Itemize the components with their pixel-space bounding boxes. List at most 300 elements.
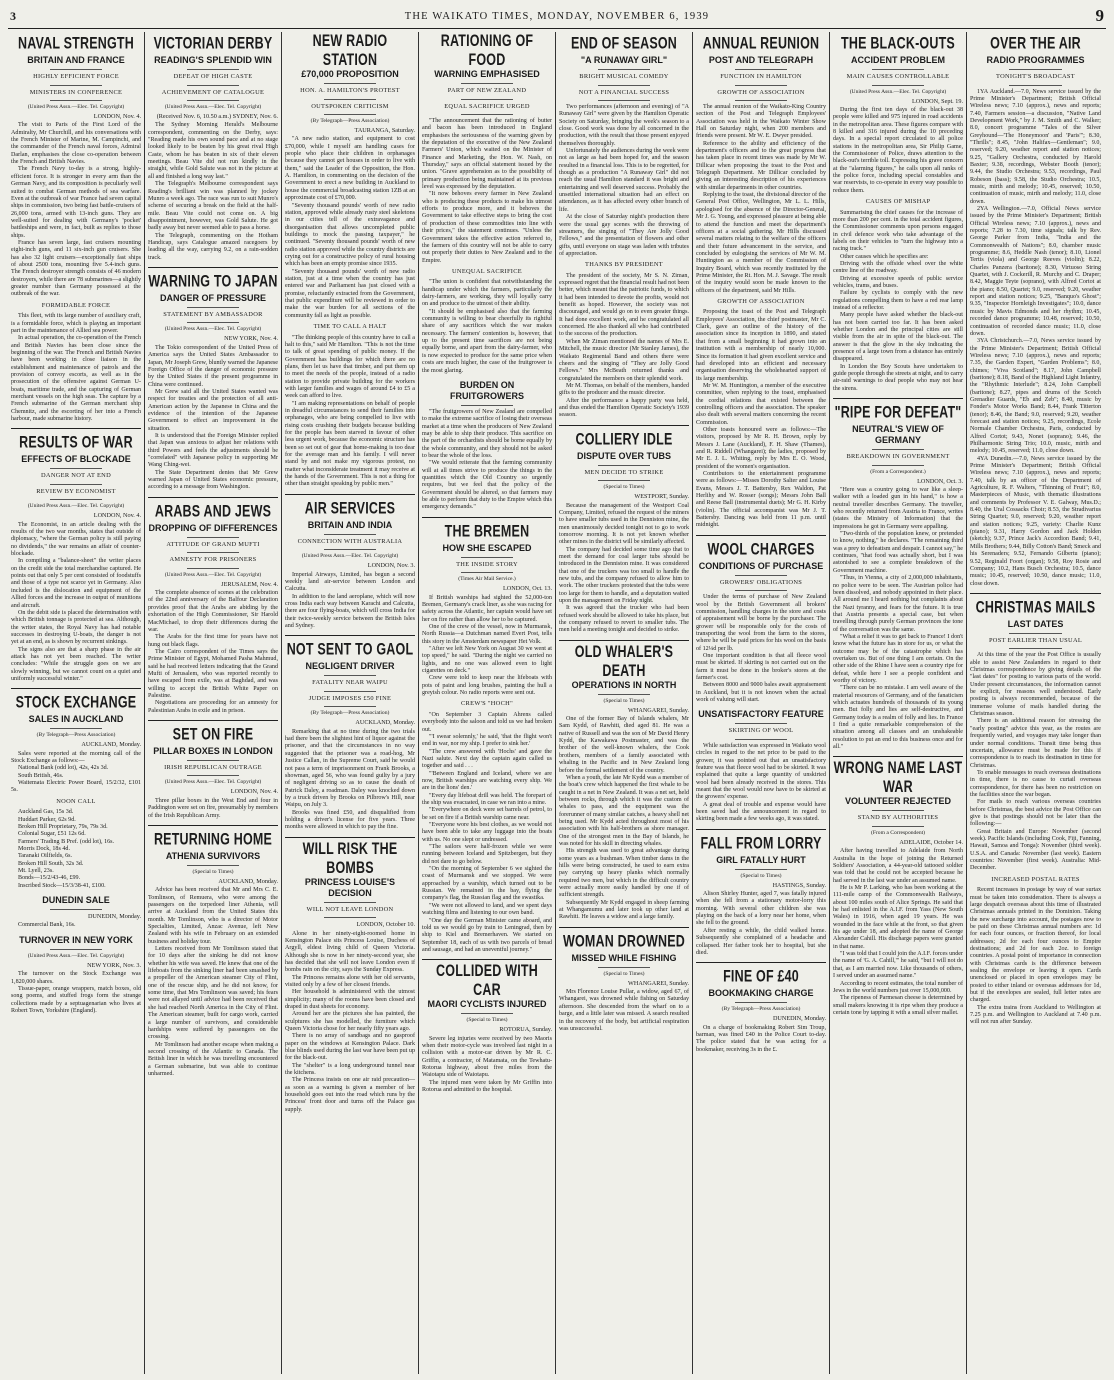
- subhead-rule: [872, 465, 924, 466]
- subhead-rule: [598, 480, 650, 481]
- article-headline: OVER THE AIR: [990, 33, 1081, 53]
- article: [11, 895, 141, 930]
- article-dateline: NEW YORK, Nov. 3.: [87, 961, 141, 969]
- subhead-rule: [735, 69, 787, 70]
- article-subhead: DEFEAT OF HIGH CASTE: [173, 73, 253, 80]
- article-paragraph: To enable messages to reach overseas destinations in time, there is no cause to curtail overseas correspondence, for there has been no restriction on the facilities since the war began.: [970, 769, 1101, 798]
- subhead-rule: [735, 723, 787, 724]
- article-paragraph: The president of the society, Mr S. N. Ziman, expressed regret that the financial result had not been better, which meant that the patriotic funds, to which it had been intended to devote the profits, would not benefit as hoped. However, the society was not discouraged, and would go on to even greater things. It had done excellent work, and he congratulated all concerned. He also thanked all who had contributed to the success of the production.: [559, 272, 689, 338]
- subhead-rule: [187, 552, 239, 553]
- column-2: [145, 32, 282, 1374]
- article-dateline: AUCKLAND, Monday.: [218, 877, 278, 885]
- article-dateline: JERUSALEM, Nov. 4.: [221, 580, 278, 588]
- article-paragraph: The Telegraph's Melbourne correspondent says Reading's brilliant win was planned by jockey Munro a week ago. The race was run to suit Munro's scheme of securing a break on the field at the half-mile. Beau Vite could not come on. A big disappointment, however, was Gold Salute. He got badly away but never seemed able to pass a horse.: [148, 181, 278, 232]
- subhead-rule: [50, 949, 102, 950]
- article-paragraph: Bonds—15/2/43-46, £99.: [18, 875, 81, 882]
- article-subhead: DANGER OF PRESSURE: [159, 292, 266, 303]
- article-paragraph: The "shelter" is a long underground tunnel near the kitchens.: [285, 1062, 415, 1077]
- article-paragraph: National Bank (odd lot), 42s, 42s 3d.: [18, 765, 109, 772]
- article-headline: WOMAN DROWNED: [562, 931, 686, 951]
- article-paragraph: "The fruitgrowers of New Zealand are compelled to make the extreme sacrifice of losing their overseas market at a time when the producers of New Zealand may be able to ship their produce. This sacrifice on the part of the orchardists should be borne equally by the whole community, and they should not be asked to bear the whole of the loss.: [422, 408, 552, 459]
- article-paragraph: The extra trains from Auckland to Wellington at 7.25 p.m. and Wellington to Auckland at 7.40 p.m. will not run after Sunday.: [970, 1004, 1101, 1026]
- article: [285, 635, 415, 831]
- subhead-rule: [735, 575, 787, 576]
- masthead: [8, 6, 1106, 29]
- article-dateline: WESTPORT, Sunday.: [634, 493, 689, 501]
- article-divider: [148, 267, 278, 268]
- article: [970, 593, 1101, 1027]
- article-headline: ANNUAL REUNION: [702, 33, 820, 53]
- article-paragraph: Imperial Airways, Limited, has begun a second weekly land air-service between London and Calcutta.: [285, 571, 415, 593]
- article-dateline: LONDON, Nov. 4.: [93, 113, 141, 120]
- article: [833, 34, 963, 393]
- article-headline: COLLIDED WITH CAR: [436, 961, 538, 1000]
- article-paragraph: While satisfaction was expressed in Waikato wool circles in regard to the net price to be paid to the grower, it was pointed out that an unsatisfactory feature was that fleece wool had to be skirted. It was explained that quite a large quantity of unskirted wool had been already received in the stores. This meant that the wool would now have to be skirted at the growers' expense.: [696, 742, 826, 801]
- article-paragraph: South British, 46s.: [18, 772, 64, 779]
- article-paragraph: On the debit side is placed the determination with which British tonnage is protected at sea. Although, the writer states, the Royal Navy has had notable successes in destroying U-boats, the danger is not yet at an end, as is shown by recurrent sinkings.: [11, 609, 141, 646]
- article-paragraph: The Telegraph, commenting on the Hotham Handicap, says Catalogue amazed racegoers by leading all the way, carrying 9.2, on a rain-sodden track.: [148, 232, 278, 261]
- article-paragraph: Colonial Sugar, £51 12s 6d.: [18, 831, 86, 838]
- article-paragraph: The company had decided some time ago that to meet the demand for coal larger tubs should be introduced in the Denniston mine. It was considered that one of the truckers was too small to handle the new tubs, and the company refused to allow him to work. The other truckers protested that the tubs were too large for them to handle, and a deputation waited upon the management on Friday night.: [559, 546, 689, 604]
- article-headline: RETURNING HOME: [153, 829, 273, 849]
- article-subhead: EQUAL SACRIFICE URGED: [444, 102, 530, 110]
- article-subhead: BREAKDOWN IN GOVERNMENT: [846, 453, 950, 461]
- article-paragraph: Letters received from Mr Tomlinson stated that for 10 days after the sinking he did not know whether his wife was saved. He knew that one of the lifeboats from the sinking liner had been smashed by a propeller of the American steamer City of Flint, one of the rescue ship, and he did not know, for some time, that Mrs Tomlinson was saved; his fears were not allayed until advice had been received that she had reached North America in the City of Flint. The American steamer, built for cargo work, carried a large number of survivors, and considerable hardships were suffered by passengers on the crossing.: [148, 946, 278, 1041]
- article-divider: [148, 497, 278, 498]
- article-paragraph: Mr M. Thomas, on behalf of the members, handed gifts to the producer and the music director.: [559, 382, 689, 397]
- article-subhead: ATHENIA SURVIVORS: [165, 850, 261, 861]
- article-subhead: SALES IN AUCKLAND: [28, 714, 124, 725]
- article-paragraph: 1YA Auckland.—7.0, News service issued by the Prime Minister's Department; British Official Wireless news; 7.10 (approx.), news and reports; 7.40, Farmers session—a discussion, "Native Land Development Work," by J. M. Smith and C. Walker; 8.0, concert programme "Tales of the Silver Greyhound—'The Honeymoon' and 'Paris'"; 8.30, "Thrills"; 8.45, "John Halifax—Gentleman"; 9.0, reserved; 9.20, weather report and station notices; 9.25, "Gallery Orchestra, conducted by Harold Baxter; 9.38, recordings, Webster Booth (tenor); 9.44, the Studio Orchestra; 9.53, recordings, Paul Robeson (bass); 9.58, the Studio Orchestra; 10.5, music, mirth and melody; 10.45, reserved; 10.50, continuation of music, mirth and melody; 11.0, close down.: [970, 88, 1101, 205]
- article-paragraph: Her household is administered with the utmost simplicity; many of the rooms have been closed and draped in dust sheets for economy.: [285, 989, 415, 1010]
- subhead-rule: [324, 902, 376, 903]
- article-dateline: NEW YORK, Nov. 4.: [224, 335, 278, 343]
- article-paragraph: The Economist, in an article dealing with the results of the two war months, states that outside of diplomacy, "where the German policy is still paying no dividends," the war remains an affair of counter-blockade.: [11, 521, 141, 558]
- article-subhead: ATTITUDE OF GRAND MUFTI: [166, 540, 260, 548]
- article-paragraph: "We were not allowed to land, and we spent days watching films and listening to our own band.: [422, 902, 552, 917]
- article-paragraph: Taranaki Oilfields, 6s.: [18, 853, 73, 860]
- article-source: (Special to Times): [603, 484, 645, 491]
- article-paragraph: It was agreed that the trucker who had been refused work should be allowed to take his place, but the company refused to revert to smaller tubs. The men held a meeting tonight and decided to strike.: [559, 605, 689, 634]
- article-paragraph: The signs also are that a sharp phase in the air attack has not yet been reached. The writer concludes: "While the struggle goes on we are slowly winning, but we cannot count on a quiet and uniformly successful winter.": [11, 646, 141, 682]
- article-subhead: SKIRTING OF WOOL: [728, 727, 794, 735]
- article-headline: RESULTS OF WAR: [19, 432, 133, 452]
- subhead-rule: [598, 85, 650, 86]
- article-source: (Special to Times): [192, 868, 234, 875]
- article: [970, 34, 1101, 588]
- article-subhead: UNSATISFACTORY FEATURE: [698, 709, 824, 720]
- article-paragraph: Driving with the offside wheel over the white centre line of the roadway.: [833, 260, 963, 275]
- article-paragraph: "The sailors were half-frozen while we were running between Iceland and Spitzbergen, but they did not dare to go below.: [422, 844, 552, 865]
- article: [422, 959, 552, 1094]
- article-headline: WILL RISK THE BOMBS: [302, 838, 398, 877]
- subhead-rule: [50, 468, 102, 469]
- article: [696, 962, 826, 1054]
- article-subhead: NEUTRAL'S VIEW OF GERMANY: [852, 424, 944, 446]
- article-paragraph: Remarking that at no time during the two trials had there been the slightest hint of liquor against the prisoner, and that the circumstances in no way suggested that the prisoner was a road-hog, Mr Justice Callan, in the Supreme Court, said he would not pass a term of imprisonment on Frank Brooks, a showman, aged 56, who was found guilty by a jury of negligent driving so as to cause the death of Patrick Daley, a roadman. Daley was knocked down by a truck driven by Brooks on Pilbrow's Hill, near Waipu, on July 3.: [285, 728, 415, 809]
- subhead-rule: [324, 706, 376, 707]
- subhead-rule: [50, 728, 102, 729]
- article-paragraph: The State Department denies that Mr Grew warned Japan of United States economic pressure, according to a message from Washington.: [148, 469, 278, 491]
- article-source: (By Telegraph—Press Association): [721, 1006, 801, 1013]
- article-subhead: VOLUNTEER REJECTED: [844, 796, 951, 807]
- subhead-rule: [735, 869, 787, 870]
- subhead-rule: [735, 590, 787, 591]
- article-headline: COLLIERY IDLE: [575, 429, 673, 449]
- article-paragraph: In London the Boy Scouts have undertaken to guide people through the streets at night, and to carry air-raid warnings to deaf people who may not hear the sirens.: [833, 363, 963, 392]
- article-source: (By Telegraph—Press Association): [310, 710, 390, 717]
- article-dateline: WHANGAREI, Sunday.: [628, 706, 689, 714]
- article-divider: [285, 494, 415, 495]
- article-subhead: BOOKMAKING CHARGE: [708, 988, 814, 999]
- article-subhead: GROWTH OF ASSOCIATION: [717, 88, 805, 96]
- article-dateline: LONDON, Nov. 4.: [230, 788, 278, 796]
- article-paragraph: Broken Hill South, 32s 3d.: [18, 860, 84, 867]
- subhead-rule: [187, 865, 239, 866]
- article-subhead: DROPPING OF DIFFERENCES: [148, 522, 278, 533]
- article: [148, 720, 278, 820]
- subhead-rule: [461, 83, 513, 84]
- article-paragraph: There is an additional reason for stressing the "early posting" advice this year, as the routes are frequently varied, and voyages may take longer than under normal conditions. Transit time being thus uncertain, allowance must be made for this if correspondence is to reach its destination in time for Christmas.: [970, 718, 1101, 769]
- article-subhead: ACCIDENT PROBLEM: [851, 55, 945, 65]
- article-paragraph: 3YA Christchurch.—7.0, News service issued by the Prime Minister's Department; British Official Wireless news; 7.10 (approx.), news and reports; 7.35, the Garden Expert, "Garden Problems"; 8.0, chimes; "Viva Scotland"; 8.17, John Campbell (baritone); 8.18, Band of the Highland Light Infantry, the "Rhythmic Interlude"; 8.24, John Campbell (baritone); 8.27, pipes and drums of the Scotch Grenadier Guards, "Eb and Zeb"; 8.40, music by Fonder's Motor Works Band; 8.44, Frank Titterton (tenor); 8.46, the Band; 9.0, reserved; 9.20, weather forecast and station notices; 9.25, recordings, Ecole Normale Chamber Orchestra, Paris, conducted by Alfred Cortot; 9.43, Nonet (soprano); 9.46, the Philharmonic String Trio; 10.0, music, mirth and melody; 10.45, reserved; 11.0, close down.: [970, 338, 1101, 455]
- article-paragraph: Mr Tomlinson had another escape when making a second crossing of the Atlantic to Canada. The British liner in which he was travelling encountered a German submarine, but was able to continue unharmed.: [148, 1041, 278, 1077]
- article-paragraph: Mr W. M. Huntington, a member of the executive committee, when replying to the toast, emphasised the cordial relations that existed between the controlling officers and the association. The speaker also dealt with several matters concerning the recent Commission.: [696, 382, 826, 426]
- article-subhead: GROWERS' OBLIGATIONS: [719, 578, 803, 586]
- article-paragraph: It is understood that the Foreign Minister replied that Japan was anxious to adjust her relations with third Powers and feels the adjustments should be "correlated" with Japanese policy in supporting Mr Wang Ching-wei.: [148, 432, 278, 469]
- article-paragraph: 4YA Dunedin.—7.0, News service issued by the Prime Minister's Department; British Official Wireless news; 7.10 (approx.), news and reports; 7.40, talk by an officer of the Department of Agriculture, R. F. Walters, "Thinning of Fruit"; 8.0, Masterpieces of Music, with thematic illustrations and comments by Professor V. E. Galway, Mus.D.; 8.40, the Ural Cossacks Choir; 8.53, the Stradivarius String Quartet; 9.0, reserved; 9.20, weather report and station notices; 9.25, variety: Charlie Kunz (piano); 9.31, Harry Gordon and Jack Holden (sketch); 9.37, Prince Jack's Accordion Band; 9.41, Mills Brothers; 9.44, Billy Cotton's Band; Smeck and his Serenaders; 9.52, Fernando Gilbertu (piano); 9.52, Reginald Foort (organ); 9.58, Roy Rosie and Company; 10.2, Hans Busch Orchestra; 10.5, dance music; 10.45, reserved; 10.50, dance music; 11.0, close down.: [970, 455, 1101, 587]
- article-divider: [559, 425, 689, 426]
- subhead-rule: [187, 760, 239, 761]
- subhead-rule: [735, 85, 787, 86]
- column-8: [967, 32, 1104, 1374]
- article-paragraph: One important condition is that all fleece wool must be skirted. If skirting is not carried out on the farm it must be done in the broker's stores at the farmer's cost.: [696, 653, 826, 682]
- article-subhead: LAST DATES: [1007, 618, 1064, 629]
- article-subhead: ACHIEVEMENT OF CATALOGUE: [161, 88, 265, 96]
- article: [11, 428, 141, 683]
- article-paragraph: At this time of the year the Post Office is usually able to assist New Zealanders in regard to their Christmas correspondence by giving details of the "last dates" for posting to various parts of the world. Under present circumstances, the information cannot be explicit, for reasons well understood. Early posting is always recommended, because of the immense volume of mails handled during the Christmas season.: [970, 652, 1101, 718]
- article-source: (By Telegraph—Press Association): [310, 118, 390, 124]
- article-paragraph: When a youth, the late Mr Kydd was a member of the boat's crew which happened the first whale to be caught in a net in New Zealand. It was a net set, held between rocks, through which it was the custom of whales to pass, and the equipment was the forerunner of many similar catches, a heavy shell net being used. Mr Kydd acted throughout most of his association with his half-brothers as shore manager. One of the strongest men in the Bay of Islands, he was noted for his skill in directing whales.: [559, 774, 689, 847]
- article-paragraph: Because the management of the Westport Coal Company, Limited, refused the request of the miners to have smaller tubs used in the Denniston mine, the men unanimously decided tonight not to go to work tomorrow morning. It is not yet known whether other mines in the district will be similarly affected.: [559, 502, 689, 546]
- article-subhead: OPERATIONS IN NORTH: [571, 679, 677, 690]
- article: [696, 829, 826, 958]
- article-paragraph: "I am making representations on behalf of people in dreadful circumstances to send their families into orphanages, who are being compelled to live with rising costs crushing their budgets because building for the people has been starved in favour of other less urgent work, because the economic structure has been so set out of gear that home-making is too dear for the average man and his family. I will never stand by and not make my vigorous protest, no matter what inconsiderate treatment it may receive at the hands of the Government. This is not a thing for other than straight speaking by public men.": [285, 400, 415, 488]
- article-subhead: CONNECTION WITH AUSTRALIA: [297, 537, 403, 545]
- article-paragraph: Between 8000 and 9000 bales await appraisement in Auckland, but it is not known when the actual work of valuing will start.: [696, 682, 826, 704]
- article-paragraph: Broken Hill Proprietary, 79s, 79s 3d.: [18, 823, 108, 830]
- article-paragraph: The visit to Paris of the First Lord of the Admiralty, Mr Churchill, and his conversations with the French Minister of Marine, M. Campinchi, and the commander of the French naval forces, Admiral Darlan, emphasises the close co-operation between the French and British Navies.: [11, 122, 141, 166]
- article-source: (From a Correspondent.): [870, 468, 926, 475]
- article-paragraph: "Thus, in Vienna, a city of 2,000,000 inhabitants, no police were to be seen. The Austrian police had been dissolved, and nobody appointed in their place. All around me I heard nothing but complaints about the Nazi tyranny, and fears for the future. It is true that Austria presents a special case, but when travelling through purely German provinces the tone of the conversation was the same.: [833, 575, 963, 633]
- article: [285, 34, 415, 489]
- article-subhead: WILL NOT LEAVE LONDON: [306, 905, 394, 913]
- article-subhead: PART OF NEW ZEALAND: [447, 87, 527, 94]
- article-subhead: TURNOVER IN NEW YORK: [19, 934, 133, 945]
- article-paragraph: Subsequently Mr Kydd engaged in sheep farming at Whangamumu and later took up other land at Rawhiti. He leaves a widow and a large family.: [559, 899, 689, 921]
- article-source: (United Press Assn.—Elec. Tel. Copyright): [164, 571, 262, 578]
- article-paragraph: Negotiations are proceeding for an amnesty for Palestinian Arabs in exile and in prison.: [148, 700, 278, 714]
- article: [285, 837, 415, 1115]
- article-paragraph: "A new radio station, and equipment to cost £70,000, while I myself am handling cases for people who place their children in orphanages because they cannot get houses in order to live with them," said the Leader of the Opposition, the Hon. A. Hamilton, in commenting on the decision of the Government to erect a new building in Auckland to house the commercial broadcasting station 1ZB at an approximate cost of £70,000.: [285, 136, 415, 202]
- subhead-rule: [598, 465, 650, 466]
- article-paragraph: "After we left New York on August 30 we went at top speed," he said. "During the night we carried no lights, and no one was allowed even to light cigarettes on deck.": [422, 645, 552, 674]
- section-heading: INCREASED POSTAL RATES: [991, 875, 1080, 883]
- article-paragraph: "One day the German Minister came aboard, and told us we would go by train to Leningrad, then by ship to Kiel and Bremerhaven. We started on September 18, each of us with two parcels of bread and sausage, and had an uneventful journey.": [422, 917, 552, 953]
- subhead-rule: [50, 909, 102, 910]
- subhead-rule: [50, 499, 102, 500]
- article-paragraph: When Mr Ziman mentioned the names of Mrs E. Mitchell, the music director (Mr Stanley James), the Waikato Regimental Band and others there were cheers and the singing of "They are Jolly Good Fellows." Mrs McBeath returned thanks and congratulated the members on their splendid work.: [559, 338, 689, 382]
- article-paragraph: Huddart Parker, 62s 9d.: [18, 816, 76, 823]
- article-dateline: LONDON, Nov. 4.: [93, 512, 141, 520]
- article: [148, 825, 278, 1078]
- article-paragraph: Driving at excessive speeds of public service vehicles, trams, and buses.: [833, 275, 963, 289]
- article-dateline: AUCKLAND, Monday.: [81, 741, 141, 749]
- article-source: (Times Air Mail Service.): [458, 576, 516, 583]
- subhead-rule: [872, 449, 924, 450]
- article-subhead: WARNING EMPHASISED: [434, 69, 540, 79]
- column-4: [419, 32, 556, 1374]
- article-subhead: BRITAIN AND FRANCE: [27, 55, 125, 65]
- article-subhead: PILLAR BOXES IN LONDON: [153, 745, 273, 756]
- subhead-rule: [461, 572, 513, 573]
- article-paragraph: Commercial Bank, 16s.: [18, 922, 76, 929]
- article-subhead: "A RUNAWAY GIRL": [580, 55, 668, 65]
- article-headline: SET ON FIRE: [172, 724, 254, 744]
- article-subhead: MAIN CAUSES CONTROLLABLE: [846, 73, 950, 80]
- article-paragraph: Auckland Gas, 15s 3d.: [18, 809, 74, 816]
- article-subhead: £70,000 PROPOSITION: [301, 69, 399, 79]
- article-paragraph: "Everyone wore his best clothes, as we would not have been able to take any luggage into the boats with us. No one slept or undressed.: [422, 822, 552, 843]
- article-subhead: EFFECTS OF BLOCKADE: [21, 454, 131, 465]
- subhead-rule: [324, 83, 376, 84]
- subhead-rule: [872, 69, 924, 70]
- subhead-rule: [735, 1002, 787, 1003]
- subhead-rule: [324, 99, 376, 100]
- article-paragraph: "Here was a country going to war like a sleep-walker with a loaded gun in his hand," is how a neutral traveller describes Germany. The traveller, who recently returned from Austria to France, writes (states the Ministry of Information) that the impressions he got in Germany were appalling.: [833, 487, 963, 530]
- article-subhead: RADIO PROGRAMMES: [986, 55, 1085, 65]
- column-5: [556, 32, 693, 1374]
- subhead-rule: [324, 549, 376, 550]
- article-headline: "RIPE FOR DEFEAT": [834, 402, 962, 422]
- article-paragraph: According to recent estimates, the total number of Jews in the world numbers just over 15,000,000.: [833, 980, 963, 994]
- article-paragraph: Mr Grew said all the United States wanted was respect for treaties and the protection of all anti-American action by the Japanese in China and the evidence of the intention of the Japanese Government to effect an improvement in the situation.: [148, 388, 278, 432]
- article-dateline: LONDON, Oct. 13.: [503, 585, 552, 593]
- article-subhead: DUNEDIN SALE: [42, 895, 110, 906]
- article-paragraph: During the first ten days of the black-out 38 people were killed and 975 injured in road accidents in the metropolitan area. These figures compare with 8 killed and 316 injured during the 10 preceding days. In a special report circulated to all police stations in the metropolitan area, Sir Philip Game, the Commissioner of Police, draws attention to the black-out's terrible toll. Expressing his grave concern at the "alarming figures," he calls upon all ranks of the police force, including special constables and war reservists, to co-operate in every way possible to reduce them.: [833, 106, 963, 194]
- article: [422, 34, 552, 375]
- article-subhead: STAND BY AUTHORITIES: [857, 814, 939, 822]
- article-headline: FALL FROM LORRY: [700, 833, 822, 853]
- article: [11, 688, 141, 890]
- article-paragraph: The Princess insists on one air raid precaution—as soon as a warning is given a member of her household goes out into the road which runs by the Princess' front door and turns off the Palace gas supply.: [285, 1077, 415, 1113]
- section-heading: TIME TO CALL A HALT: [313, 323, 387, 330]
- subhead-rule: [324, 534, 376, 535]
- article-paragraph: If British warships had sighted the 52,000-ton Bremen, Germany's crack liner, as she was racing for safety across the Atlantic, her captain would have set her on fire rather than allow her to be captured.: [422, 594, 552, 623]
- article-paragraph: Crew were told to keep near the lifeboats with pots of paint and long brushes, painting the hull a greyish colour. No radio reports were sent out.: [422, 675, 552, 697]
- article-paragraph: Tissue-paper, orange wrappers, match boxes, old song poems, and stuffed frogs form the strange collections made by a septuagenarian who lives at Robert Town, Yorkshire (England).: [11, 985, 141, 1014]
- article: [559, 927, 689, 1033]
- article-paragraph: Severe leg injuries were received by two Maoris when their motor-cycle was involved last night in a collision with a motor-car driven by Mr R. C. Griffin, a contractor, of Matamata, on the Tewhatu-Rotorua highway, about five miles from the Waiotapu side of Waiotapu.: [422, 1035, 552, 1079]
- article-paragraph: On a charge of bookmaking Robert Sim Troup, barman, was fined £40 in the Police Court to-day. The police stated that he was acting for a bookmaker, receiving 3s in the £.: [696, 1024, 826, 1053]
- article-paragraph: Other causes which he specifies are:: [840, 253, 929, 260]
- article-paragraph: Many people have asked whether the black-out has not been carried too far. It has been asked whether London and the principal cities are still visible from the air in spite of the black-out. The answer is that the glow in the sky indicating the presence of a large town from a distance has entirely disappeared.: [833, 312, 963, 363]
- article-paragraph: Recent increases in postage by way of war surtax must be taken into consideration. There is always a large despatch overseas about this time of illustrated Christmas annuals printed in the Dominion. Taking the new surcharge into account, the postages now to be paid on these Christmas annual numbers are: 1d for each four ounces, or fraction thereof, for local addresses; 2d for each four ounces to Empire destinations; and 2d for each 2oz. to foreign countries. A postal point of importance in connection with Christmas cards is the difference between sealing the envelope or leaving it open. Cards unenclosed or placed in open envelopes may be posted to either inland or overseas addresses for 1d, but if the envelopes are sealed, full letter rates are charged.: [970, 887, 1101, 1004]
- article: [696, 34, 826, 530]
- article-paragraph: The ripeness of Parmesan cheese is determined by small makers knowing it is ripe when they produce a certain tone by tapping it with a small silver mallet.: [833, 995, 963, 1016]
- article-paragraph: Contributors to the entertainment programme were as follows:—Misses Dorothy Salter and Louise Evans, Messrs J. T. Battersby, Rex Waldon, Pat Herlihy and W. Rosser (songs); Messrs John Ball and Reese Ball (instrumental duets); Mr G. H. Kirby (violin). The official accompanist was Mr J. T. Battersby. Dancing was held from 11 p.m. until midnight.: [696, 471, 826, 529]
- article-subhead: AMNESTY FOR PRISONERS: [169, 556, 257, 564]
- subhead-rule: [735, 100, 787, 101]
- article-paragraph: One of the former Bay of Islands whalers, Mr Sam Kydd, of Rawhiti, died aged 81. He was a native of Russell and was the son of Mr David Henry Kydd, the Kawakawa Postmaster, and was the brother of the well-known whalers, the Cook brothers, members of a family associated with whaling in the Pacific and in New Zealand long before the formal settlement of the country.: [559, 716, 689, 774]
- masthead-title: THE WAIKATO TIMES, MONDAY, NOVEMBER 6, 1939: [404, 11, 710, 22]
- subhead-rule: [50, 484, 102, 485]
- article-subhead: CONDITIONS OF PURCHASE: [698, 560, 824, 571]
- article-headline: NAVAL STRENGTH: [18, 33, 134, 53]
- article-subhead: PRINCESS LOUISE'S DECISION: [304, 876, 396, 898]
- subhead-rule: [187, 322, 239, 323]
- article-headline: AIR SERVICES: [304, 498, 396, 518]
- section-heading: CREW'S "HOCH": [461, 700, 513, 708]
- subhead-rule: [872, 826, 924, 827]
- article-paragraph: After the performance a happy party was held, and thus ended the Hamilton Operatic Society's 1939 season.: [559, 397, 689, 419]
- article-paragraph: Waitemata Electric Power Board, 15/2/32, £101 5s.: [11, 780, 141, 794]
- article-headline: FINE OF £40: [723, 966, 799, 986]
- subhead-rule: [324, 675, 376, 676]
- article-paragraph: "The announcement that the rationing of butter and bacon has been introduced in England emphasises the seriousness of the warning given by the deputation of the executive of the New Zealand Farmers' Union, which waited on the Minister of Finance and Marketing, the Hon. W. Nash, on Thursday," says an official statement issued by the union. "Grave apprehension as to the possibility of primary production being maintained at its previous level was expressed by the deputation.: [422, 118, 552, 191]
- column-7: [830, 32, 967, 1374]
- article-dateline: HASTINGS, Sunday.: [772, 881, 826, 889]
- article-subhead: TONIGHT'S BROADCAST: [996, 73, 1075, 80]
- article-headline: END OF SEASON: [570, 33, 678, 53]
- article: [559, 640, 689, 922]
- article-paragraph: In actual operation, the co-operation of the French and British Navies has been close since the beginning of the war. The French and British Navies have been working in close liaison in the establishment and maintenance of patrols and the provision of convoy escorts, as well as in the prosecution of the offensive against German U-boats, maritime trade, and the capturing of German merchant vessels on the high seas. The capture by a French submarine of the German merchant ship Chemnitz, and the escorting of her into a French harbour, made submarine history.: [11, 335, 141, 422]
- article-subhead: BRITAIN AND INDIA: [307, 519, 393, 530]
- article-dateline: LONDON, Oct. 3.: [917, 477, 963, 485]
- article: [696, 535, 826, 705]
- article-dateline: (Received Nov. 6, 10.50 a.m.) SYDNEY, Nov. 6.: [156, 113, 278, 120]
- article-paragraph: In addition to the land aeroplane, which will now cross India each way between Karachi and Calcutta, there are four flying-boats, which will cross India for their twice-weekly service between the British Isles and Sydney.: [285, 593, 415, 630]
- article-source: (From a Correspondent): [870, 829, 926, 836]
- article-subhead: HOW SHE ESCAPED: [442, 542, 532, 553]
- article: [559, 425, 689, 635]
- section-heading: THANKS BY PRESIDENT: [585, 261, 663, 269]
- article-dateline: LONDON, Nov. 3.: [367, 562, 415, 570]
- subhead-rule: [187, 568, 239, 569]
- subhead-rule: [1009, 69, 1061, 70]
- article-paragraph: The complete absence of scenes at the celebration of the 22nd anniversary of the Balfour Declaration provides proof that the Arabs are abiding by the exhortation of the High Commissioner, Sir Harold MacMichael, to drop their differences during the war.: [148, 590, 278, 633]
- subhead-rule: [1009, 85, 1061, 86]
- article-paragraph: Around her are the pictures she has painted, the sculptures she has modelled, the furniture which Queen Victoria chose for her nearly fifty years ago.: [285, 1011, 415, 1032]
- page-number: 9: [1095, 6, 1104, 25]
- article-paragraph: For mails to reach various overseas countries before Christmas, the best advice the Post Office can give is that postings should not be later than the following:—: [970, 799, 1101, 828]
- article-paragraph: Summarising the chief causes for the increase of more than 200 per cent. in the total accident figures, the Commissioner comments upon persons engaged in civil defence work who take advantage of the labels on their vehicles to "turn the highway into a racing track.": [833, 209, 963, 253]
- article-paragraph: A great deal of trouble and expense would have been saved had the announcement in regard to skirting been made a few weeks ago, it was stated.: [696, 801, 826, 823]
- article-source: (United Press Assn.—Elec. Tel. Copyright): [164, 326, 262, 333]
- article-paragraph: Sales were reported at the morning call of the Stock Exchange as follows:—: [11, 750, 141, 765]
- article: [559, 34, 689, 420]
- article-subhead: MAORI CYCLISTS INJURED: [427, 999, 547, 1010]
- article-subhead: BURDEN ON FRUITGROWERS: [450, 379, 524, 401]
- article-divider: [422, 517, 552, 518]
- article-paragraph: "On September 3 Captain Ahrens called everybody into the saloon and told us we had broken out.: [422, 711, 552, 733]
- article-paragraph: "There can be no mistake. I am well aware of the material resources of Germany, and of the fanaticism which actuates hundreds of thousands of its young men. But folly and lies are self-destructive, and Germany today is a realm of folly and lies. In France I find a quite remarkable comprehension of the situation among all classes and an unshakeable resolution to put an end to this business once and for all.": [833, 685, 963, 751]
- article-paragraph: "Two-thirds of the population knew, or pretended to know, nothing," he declares. "The remaining third was a prey to defeatism and despair. I cannot say," he continues, "that food was actually short, but I was astonished to see a complete breakdown of the Government machine.: [833, 531, 964, 574]
- article-subhead: STATEMENT BY AMBASSADOR: [163, 310, 263, 318]
- subhead-rule: [461, 114, 513, 115]
- subhead-rule: [187, 307, 239, 308]
- subhead-rule: [187, 775, 239, 776]
- article-source: (United Press Assn.—Elec. Tel. Copyright): [27, 952, 125, 959]
- article-paragraph: "We would reiterate that the farming community will at all times strive to produce the things in the quantities which the Old Country so urgently requires, but we feel that the policy of the Government should be altered, so that farmers may be able to perform that duty to the Empire which this emergency demands.": [422, 460, 552, 511]
- article-paragraph: The Arabs for the first time for years have not hung out black flags.: [148, 634, 278, 648]
- section-heading: NOON CALL: [56, 797, 96, 805]
- article-source: (United Press Assn.—Elec. Tel. Copyright): [164, 779, 262, 786]
- article-subhead: IRISH REPUBLICAN OUTRAGE: [164, 763, 262, 771]
- article-paragraph: Three pillar boxes in the West End and four in Paddington were set on fire, presumably by members of the Irish Republican Army.: [148, 797, 278, 819]
- article-paragraph: "On the morning of September 6 we sighted the coast of Murmansk and we stopped. We were approached by a warship, which turned out to be Russian. We remained in the bay, flying the company's flag, the Russian flag and the swastika.: [422, 866, 552, 902]
- article-headline: ARABS AND JEWS: [154, 501, 272, 521]
- article-divider: [148, 825, 278, 826]
- article-paragraph: The Tokio correspondent of the United Press of America says the United States Ambassador to Japan, Mr Joseph Grew, bluntly warned the Japanese Foreign Office of the danger of economic pressure by the United States if the present programme in China were continued.: [148, 344, 278, 388]
- section-heading: GROWTH OF ASSOCIATION: [717, 297, 805, 305]
- article-subhead: FATALITY NEAR WAIPU: [312, 679, 388, 687]
- article-paragraph: Mrs Florence Louise Pullar, a widow, aged 67, of Whangarei, was drowned while fishing on Saturday afternoon. She descended from the wharf on to a barge, and a little later was missed. A search resulted in the recovery of the body, but artificial respiration was unsuccessful.: [559, 989, 689, 1032]
- article-paragraph: After having travelled to Adelaide from North Australia in the hope of joining the Returned Soldiers' Association, a 44-year-old tattooed soldier was told that he could not be accepted because he had served in the last war under an assumed name.: [833, 848, 963, 884]
- article-subhead: JUDGE IMPOSES £50 FINE: [308, 694, 392, 702]
- article-paragraph: There is no array of sandbags and no gasproof paper on the windows at Kensington Palace. Dark blue blinds used during the last war have been put up for the black-out.: [285, 1033, 415, 1062]
- article-dateline: DUNEDIN, Monday.: [87, 913, 141, 921]
- article-paragraph: His strength was used to great advantage during some years as a bushman. When timber dams in the hills were being constructed, he used to earn extra pay carrying up heavy planks which normally required two men, but which in the difficult country were actually more easily handled by one if of sufficient strength.: [559, 848, 689, 899]
- article-dateline: AUCKLAND, Monday.: [355, 719, 415, 727]
- subhead-rule: [872, 810, 924, 811]
- subhead-rule: [735, 739, 787, 740]
- article-paragraph: The Cairo correspondent of the Times says the Prime Minister of Egypt, Mohamed Pasha Mahmud, said he had received letters indicating that the Grand Mufti of Jerusalem, who was reported recently to have escaped from exile, was at Baghdad, and was willing to accept the British White Paper on Palestine.: [148, 648, 278, 699]
- article-paragraph: The injured men were taken by Mr Griffin into Rotorua and admitted to the hospital.: [422, 1079, 552, 1094]
- article-paragraph: 2YA Wellington.—7.0, Official News service issued by the Prime Minister's Department; British Official Wireless news; 7.10 (approx.), news and reports; 7.28 to 7.30, time signals; talk by Rev. George Parker from India, "India and the Commonwealth of Nations"; 8.0, chamber music programme; 8.6, Heddle Nash (tenor); 8.10, Lionel Tertis (viola) and George Reeves (violin); 8.22, Charles Panzera (baritone); 8.30, Virtuoso String Quartet, with J. Cockerill, R. Murchy and C. Draper; 8.42, Maggie Teyte (soprano), with Alfred Cortot at the piano; 8.50, Quartet; 9.0, reserved; 9.20, weather report and station notices; 9.25, "Banquo's Ghost"; 9.35, "Inspector Hornleigh Investigates"; 10.0, dance music by Mavis Edmonds and her rhythm; 10.45, recorded dance programme; 10.48, reserved; 10.50, continuation of recorded dance music; 11.0, close down.: [970, 206, 1101, 337]
- article-paragraph: Unfortunately the audiences during the week were not as large as had been hoped for, and the season resulted in a financial loss. This is to be regretted, for though as a production "A Runaway Girl" did not reach the usual Hamilton standard it was bright and entertaining and well deserved success. Probably the unsettled international situation had an effect on attendances, as it has affected every other branch of life.: [559, 148, 689, 213]
- article-paragraph: Replying to the toast, the divisional director of the General Post Office, Wellington, Mr L. L. Hills, apologised for the absence of the Director-General, Mr J. G. Young, and expressed pleasure at being able to attend the function and meet the department's officers at a social gathering. Mr Hills discussed several matters relating to the welfare of the officers and their future advancement in the service, and concluded by eulogising the services of Mr W. M. Huntington as a member of the Commission of Inquiry Board, which was recently instituted by the Prime Minister, the Rt. Hon. M. J. Savage. The result of the inquiry would soon be made known to the officers of the department, said Mr Hills.: [696, 192, 826, 294]
- article-headline: CHRISTMAS MAILS: [975, 597, 1096, 617]
- article-paragraph: "The union is confident that notwithstanding the handicap under which the farmers, particularly the dairy-farmers, are working, they will loyally carry on and produce to the utmost of their ability.: [422, 279, 552, 308]
- article-subhead: READING'S SPLENDID WIN: [154, 55, 272, 65]
- article-source: (United Press Assn.—Elec. Tel. Copyright): [301, 553, 399, 560]
- section-heading: CAUSES OF MISHAP: [865, 198, 931, 206]
- article-paragraph: Farmers' Trading B Pref. (odd lot), 16s.: [18, 838, 115, 845]
- article-source: (Special to Times): [603, 697, 645, 704]
- article-paragraph: The French Navy to-day is a strong, highly-efficient force. It is stronger in every arm than the German Navy, and its composition is peculiarly well suited to combat German methods of sea warfare. Even at the outbreak of war France had seven capital ships in commission, two being fast battle-cruisers of 26,000 tons, armed with 13-inch guns. They are well-suited for dealing with Germany's 'pocket' battleships and were, in fact, built as replies to those ships.: [11, 166, 141, 239]
- article-paragraph: "The thinking people of this country have to call a halt to this," said Mr Hamilton. "This is not the time to talk of great spending of public money. If the Government has buildings for which there are no plans, then let us have that timber, and put them up to meet the needs of the people, instead of a radio station to provide private building for the workers with larger families and wages of around £4 to £5 a week can afford to live.: [285, 334, 415, 400]
- article-paragraph: Under the terms of purchase of New Zealand wool by the British Government all brokers' commission, handling charges in the store and costs of appraisement will be borne by the purchaser. The grower will be responsible only for the costs of transporting the wool from the farm to the stores, where he will be paid prices for his wool on the basis of 12¼d per lb.: [696, 594, 826, 652]
- article-divider: [696, 829, 826, 830]
- article-paragraph: Alison Shirley Hunter, aged 7, was fatally injured when she fell from a stationary motor-lorry this morning. With several other children she was playing on the back of a lorry near her home, when she fell to the ground.: [696, 891, 826, 927]
- article-paragraph: France has seven large, fast cruisers mounting eight-inch guns, and 11 six-inch gun cruisers. She has also 32 light cruisers—exceptionally fast ships of about 2500 tons, mounting five 5.4-inch guns. The French destroyer strength consists of 46 modern destroyers, while there are 78 submarines—a slightly greater number than Germany possessed at the outbreak of the war.: [11, 239, 141, 298]
- article-dateline: TAURANGA, Saturday.: [354, 127, 415, 134]
- subhead-rule: [50, 69, 102, 70]
- article-source: (By Telegraph—Press Association): [36, 732, 116, 739]
- article-source: (United Press Assn.—Elec. Tel. Copyright): [164, 104, 262, 110]
- article-paragraph: "Every day lifeboat drill was held. The forepart of the ship was evacuated, in case we ran into a mine.: [422, 792, 552, 806]
- article-source: (United Press Assn.—Elec. Tel. Copyright): [27, 503, 125, 510]
- article-paragraph: "Seventy thousand pounds' worth of new radio station, approved while already rusty steel skeletons in our cities tell of the extravagance and disorganisation that allows uncompleted public buildings to mock the passing taxpayer," he continued. "Seventy thousand pounds' worth of new radio station approved while the country districts are crying out for a constructive policy of rural housing which has been an empty promise since 1935.: [285, 202, 415, 268]
- article: [148, 267, 278, 492]
- article-source: (Special to Times): [603, 970, 645, 977]
- article-headline: WARNING TO JAPAN: [148, 271, 278, 291]
- article-headline: THE BLACK-OUTS: [841, 33, 955, 53]
- subhead-rule: [598, 967, 650, 968]
- masthead-left-mark: 3: [10, 9, 16, 23]
- article: [833, 756, 963, 1017]
